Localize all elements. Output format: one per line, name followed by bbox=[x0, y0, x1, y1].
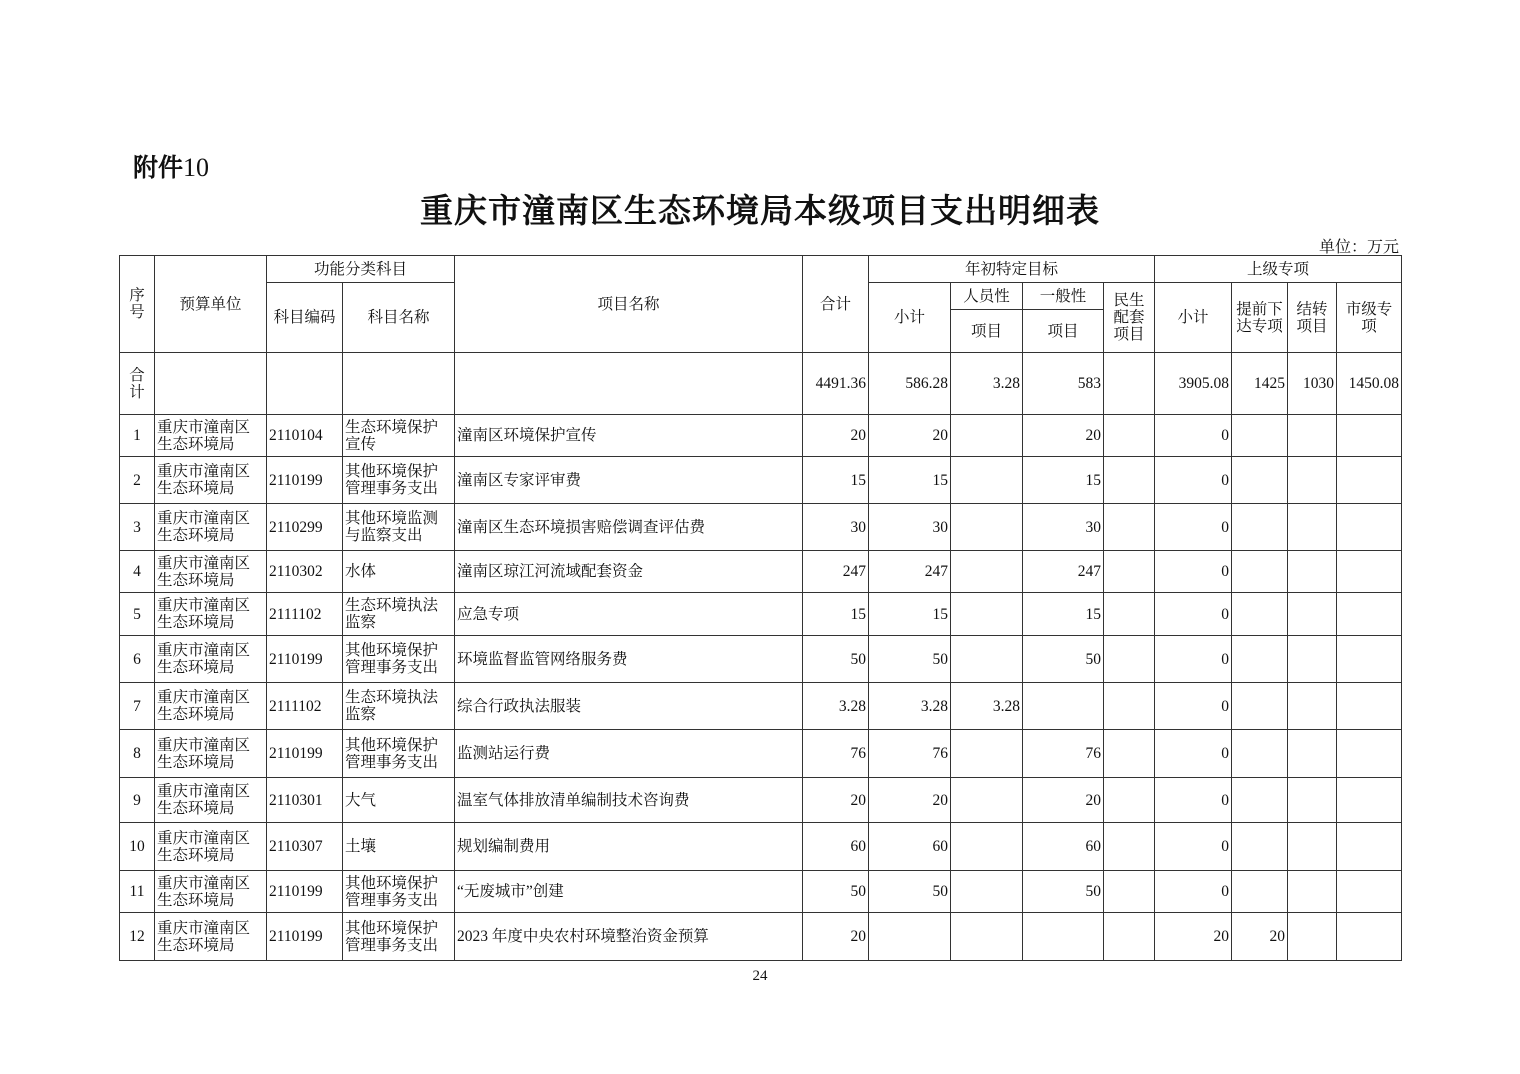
col-personnel-a: 人员性 bbox=[951, 283, 1023, 310]
row-unit: 重庆市潼南区生态环境局 bbox=[155, 778, 267, 823]
row-annual-subtotal: 50 bbox=[869, 871, 951, 913]
attachment-number: 10 bbox=[183, 153, 210, 182]
row-annual-subtotal: 20 bbox=[869, 415, 951, 457]
row-carryover bbox=[1288, 504, 1337, 551]
row-code: 2110307 bbox=[267, 823, 343, 871]
col-func-code: 科目编码 bbox=[267, 283, 343, 353]
summary-advance: 1425 bbox=[1232, 353, 1288, 415]
row-livelihood bbox=[1104, 636, 1155, 683]
row-seq: 9 bbox=[120, 778, 155, 823]
table-row bbox=[120, 636, 1402, 683]
row-personnel bbox=[951, 457, 1023, 504]
row-total: 15 bbox=[803, 593, 869, 636]
col-personnel-b: 项目 bbox=[951, 310, 1023, 353]
row-total: 60 bbox=[803, 823, 869, 871]
row-city bbox=[1337, 415, 1402, 457]
summary-general: 583 bbox=[1023, 353, 1104, 415]
row-livelihood bbox=[1104, 823, 1155, 871]
row-unit: 重庆市潼南区生态环境局 bbox=[155, 913, 267, 961]
row-city bbox=[1337, 504, 1402, 551]
row-city bbox=[1337, 551, 1402, 593]
row-sup-subtotal: 0 bbox=[1155, 593, 1232, 636]
row-code: 2110199 bbox=[267, 871, 343, 913]
col-livelihood: 民生配套项目 bbox=[1104, 283, 1155, 353]
row-unit: 重庆市潼南区生态环境局 bbox=[155, 551, 267, 593]
row-sup-subtotal: 0 bbox=[1155, 415, 1232, 457]
row-advance bbox=[1232, 683, 1288, 730]
row-seq: 10 bbox=[120, 823, 155, 871]
row-annual-subtotal: 60 bbox=[869, 823, 951, 871]
row-general: 15 bbox=[1023, 593, 1104, 636]
row-livelihood bbox=[1104, 415, 1155, 457]
row-project: 综合行政执法服装 bbox=[455, 683, 803, 730]
row-sup-subtotal: 0 bbox=[1155, 636, 1232, 683]
row-advance bbox=[1232, 823, 1288, 871]
row-seq: 7 bbox=[120, 683, 155, 730]
row-general: 50 bbox=[1023, 871, 1104, 913]
row-project: 监测站运行费 bbox=[455, 730, 803, 778]
col-city: 市级专项 bbox=[1337, 283, 1402, 353]
table-row bbox=[120, 823, 1402, 871]
data-rows bbox=[120, 415, 1402, 961]
unit-label: 单位：万元 bbox=[1318, 239, 1399, 256]
row-city bbox=[1337, 636, 1402, 683]
row-personnel: 3.28 bbox=[951, 683, 1023, 730]
row-advance bbox=[1232, 593, 1288, 636]
row-livelihood bbox=[1104, 551, 1155, 593]
row-carryover bbox=[1288, 730, 1337, 778]
row-advance bbox=[1232, 457, 1288, 504]
row-total: 20 bbox=[803, 778, 869, 823]
page-number: 24 bbox=[752, 968, 768, 984]
row-general: 50 bbox=[1023, 636, 1104, 683]
table-row bbox=[120, 683, 1402, 730]
row-general: 247 bbox=[1023, 551, 1104, 593]
col-annual-subtotal: 小计 bbox=[869, 283, 951, 353]
row-subject-name: 其他环境保护管理事务支出 bbox=[343, 730, 455, 778]
row-sup-subtotal: 0 bbox=[1155, 823, 1232, 871]
row-project: 环境监督监管网络服务费 bbox=[455, 636, 803, 683]
row-subject-name: 其他环境保护管理事务支出 bbox=[343, 913, 455, 961]
row-city bbox=[1337, 871, 1402, 913]
row-livelihood bbox=[1104, 913, 1155, 961]
row-code: 2110199 bbox=[267, 636, 343, 683]
row-code: 2111102 bbox=[267, 683, 343, 730]
row-code: 2110302 bbox=[267, 551, 343, 593]
row-unit: 重庆市潼南区生态环境局 bbox=[155, 457, 267, 504]
row-carryover bbox=[1288, 636, 1337, 683]
row-advance: 20 bbox=[1232, 913, 1288, 961]
row-annual-subtotal: 15 bbox=[869, 593, 951, 636]
row-personnel bbox=[951, 415, 1023, 457]
row-project: “无废城市”创建 bbox=[455, 871, 803, 913]
row-annual-subtotal: 247 bbox=[869, 551, 951, 593]
summary-row bbox=[120, 353, 1402, 415]
row-total: 247 bbox=[803, 551, 869, 593]
row-livelihood bbox=[1104, 457, 1155, 504]
row-personnel bbox=[951, 551, 1023, 593]
row-seq: 4 bbox=[120, 551, 155, 593]
row-unit: 重庆市潼南区生态环境局 bbox=[155, 415, 267, 457]
col-general-a: 一般性 bbox=[1023, 283, 1104, 310]
summary-city: 1450.08 bbox=[1337, 353, 1402, 415]
row-unit: 重庆市潼南区生态环境局 bbox=[155, 593, 267, 636]
row-livelihood bbox=[1104, 504, 1155, 551]
row-project: 规划编制费用 bbox=[455, 823, 803, 871]
row-advance bbox=[1232, 871, 1288, 913]
col-annual-group: 年初特定目标 bbox=[869, 256, 1155, 283]
row-unit: 重庆市潼南区生态环境局 bbox=[155, 504, 267, 551]
row-annual-subtotal: 3.28 bbox=[869, 683, 951, 730]
row-annual-subtotal bbox=[869, 913, 951, 961]
summary-blank bbox=[455, 353, 803, 415]
row-city bbox=[1337, 683, 1402, 730]
row-subject-name: 大气 bbox=[343, 778, 455, 823]
row-project: 2023 年度中央农村环境整治资金预算 bbox=[455, 913, 803, 961]
row-carryover bbox=[1288, 778, 1337, 823]
row-total: 30 bbox=[803, 504, 869, 551]
row-seq: 1 bbox=[120, 415, 155, 457]
table-row bbox=[120, 551, 1402, 593]
table-row bbox=[120, 504, 1402, 551]
row-livelihood bbox=[1104, 871, 1155, 913]
row-personnel bbox=[951, 593, 1023, 636]
col-superior-group: 上级专项 bbox=[1155, 256, 1402, 283]
summary-total: 4491.36 bbox=[803, 353, 869, 415]
row-project: 应急专项 bbox=[455, 593, 803, 636]
row-personnel bbox=[951, 636, 1023, 683]
row-personnel bbox=[951, 778, 1023, 823]
summary-blank bbox=[267, 353, 343, 415]
row-city bbox=[1337, 730, 1402, 778]
row-sup-subtotal: 0 bbox=[1155, 683, 1232, 730]
row-project: 潼南区环境保护宣传 bbox=[455, 415, 803, 457]
row-livelihood bbox=[1104, 730, 1155, 778]
row-subject-name: 其他环境保护管理事务支出 bbox=[343, 636, 455, 683]
col-func-group: 功能分类科目 bbox=[267, 256, 455, 283]
summary-livelihood bbox=[1104, 353, 1155, 415]
row-advance bbox=[1232, 636, 1288, 683]
row-general bbox=[1023, 913, 1104, 961]
row-unit: 重庆市潼南区生态环境局 bbox=[155, 730, 267, 778]
row-personnel bbox=[951, 913, 1023, 961]
row-total: 50 bbox=[803, 636, 869, 683]
col-unit: 预算单位 bbox=[155, 256, 267, 353]
col-total: 合计 bbox=[803, 256, 869, 353]
row-carryover bbox=[1288, 913, 1337, 961]
row-seq: 6 bbox=[120, 636, 155, 683]
row-sup-subtotal: 20 bbox=[1155, 913, 1232, 961]
row-subject-name: 其他环境保护管理事务支出 bbox=[343, 457, 455, 504]
summary-personnel: 3.28 bbox=[951, 353, 1023, 415]
row-project: 潼南区琼江河流域配套资金 bbox=[455, 551, 803, 593]
row-carryover bbox=[1288, 415, 1337, 457]
summary-label: 合计 bbox=[120, 353, 155, 415]
row-city bbox=[1337, 457, 1402, 504]
row-code: 2110199 bbox=[267, 913, 343, 961]
table-row bbox=[120, 730, 1402, 778]
row-subject-name: 土壤 bbox=[343, 823, 455, 871]
row-advance bbox=[1232, 504, 1288, 551]
expenditure-table bbox=[119, 255, 1402, 961]
row-carryover bbox=[1288, 457, 1337, 504]
row-general bbox=[1023, 683, 1104, 730]
row-seq: 12 bbox=[120, 913, 155, 961]
table-row bbox=[120, 871, 1402, 913]
row-subject-name: 水体 bbox=[343, 551, 455, 593]
row-livelihood bbox=[1104, 778, 1155, 823]
summary-blank bbox=[343, 353, 455, 415]
col-sup-subtotal: 小计 bbox=[1155, 283, 1232, 353]
row-project: 潼南区生态环境损害赔偿调查评估费 bbox=[455, 504, 803, 551]
row-seq: 3 bbox=[120, 504, 155, 551]
col-carryover: 结转项目 bbox=[1288, 283, 1337, 353]
row-seq: 2 bbox=[120, 457, 155, 504]
row-sup-subtotal: 0 bbox=[1155, 457, 1232, 504]
row-annual-subtotal: 30 bbox=[869, 504, 951, 551]
row-personnel bbox=[951, 504, 1023, 551]
row-general: 60 bbox=[1023, 823, 1104, 871]
row-general: 76 bbox=[1023, 730, 1104, 778]
row-annual-subtotal: 50 bbox=[869, 636, 951, 683]
page-title: 重庆市潼南区生态环境局本级项目支出明细表 bbox=[420, 191, 1100, 230]
row-livelihood bbox=[1104, 683, 1155, 730]
row-subject-name: 生态环境执法监察 bbox=[343, 593, 455, 636]
row-carryover bbox=[1288, 593, 1337, 636]
row-advance bbox=[1232, 778, 1288, 823]
row-city bbox=[1337, 913, 1402, 961]
row-city bbox=[1337, 778, 1402, 823]
row-sup-subtotal: 0 bbox=[1155, 730, 1232, 778]
row-personnel bbox=[951, 823, 1023, 871]
row-total: 76 bbox=[803, 730, 869, 778]
row-unit: 重庆市潼南区生态环境局 bbox=[155, 871, 267, 913]
row-code: 2111102 bbox=[267, 593, 343, 636]
row-advance bbox=[1232, 415, 1288, 457]
row-sup-subtotal: 0 bbox=[1155, 551, 1232, 593]
row-carryover bbox=[1288, 823, 1337, 871]
row-total: 15 bbox=[803, 457, 869, 504]
table-row bbox=[120, 778, 1402, 823]
row-annual-subtotal: 20 bbox=[869, 778, 951, 823]
row-total: 20 bbox=[803, 913, 869, 961]
row-general: 20 bbox=[1023, 415, 1104, 457]
row-general: 15 bbox=[1023, 457, 1104, 504]
row-code: 2110301 bbox=[267, 778, 343, 823]
row-seq: 5 bbox=[120, 593, 155, 636]
attachment-label bbox=[133, 148, 209, 184]
row-total: 20 bbox=[803, 415, 869, 457]
row-annual-subtotal: 76 bbox=[869, 730, 951, 778]
row-unit: 重庆市潼南区生态环境局 bbox=[155, 823, 267, 871]
row-seq: 8 bbox=[120, 730, 155, 778]
row-project: 潼南区专家评审费 bbox=[455, 457, 803, 504]
row-total: 3.28 bbox=[803, 683, 869, 730]
row-personnel bbox=[951, 871, 1023, 913]
row-code: 2110104 bbox=[267, 415, 343, 457]
row-project: 温室气体排放清单编制技术咨询费 bbox=[455, 778, 803, 823]
attachment-text: 附件 bbox=[133, 153, 184, 182]
row-sup-subtotal: 0 bbox=[1155, 778, 1232, 823]
row-subject-name: 其他环境保护管理事务支出 bbox=[343, 871, 455, 913]
row-subject-name: 其他环境监测与监察支出 bbox=[343, 504, 455, 551]
row-general: 20 bbox=[1023, 778, 1104, 823]
col-general-b: 项目 bbox=[1023, 310, 1104, 353]
row-advance bbox=[1232, 551, 1288, 593]
col-seq: 序号 bbox=[120, 256, 155, 353]
row-general: 30 bbox=[1023, 504, 1104, 551]
row-seq: 11 bbox=[120, 871, 155, 913]
row-code: 2110299 bbox=[267, 504, 343, 551]
row-livelihood bbox=[1104, 593, 1155, 636]
row-advance bbox=[1232, 730, 1288, 778]
summary-sup-subtotal: 3905.08 bbox=[1155, 353, 1232, 415]
row-total: 50 bbox=[803, 871, 869, 913]
table-row bbox=[120, 457, 1402, 504]
row-code: 2110199 bbox=[267, 457, 343, 504]
row-city bbox=[1337, 593, 1402, 636]
row-sup-subtotal: 0 bbox=[1155, 504, 1232, 551]
row-carryover bbox=[1288, 551, 1337, 593]
summary-blank bbox=[155, 353, 267, 415]
row-carryover bbox=[1288, 683, 1337, 730]
row-city bbox=[1337, 823, 1402, 871]
row-unit: 重庆市潼南区生态环境局 bbox=[155, 636, 267, 683]
row-subject-name: 生态环境执法监察 bbox=[343, 683, 455, 730]
row-subject-name: 生态环境保护宣传 bbox=[343, 415, 455, 457]
row-unit: 重庆市潼南区生态环境局 bbox=[155, 683, 267, 730]
row-personnel bbox=[951, 730, 1023, 778]
summary-annual-subtotal: 586.28 bbox=[869, 353, 951, 415]
col-advance: 提前下达专项 bbox=[1232, 283, 1288, 353]
row-sup-subtotal: 0 bbox=[1155, 871, 1232, 913]
row-annual-subtotal: 15 bbox=[869, 457, 951, 504]
row-carryover bbox=[1288, 871, 1337, 913]
col-func-name: 科目名称 bbox=[343, 283, 455, 353]
summary-carryover: 1030 bbox=[1288, 353, 1337, 415]
row-code: 2110199 bbox=[267, 730, 343, 778]
table-row bbox=[120, 913, 1402, 961]
table-row bbox=[120, 415, 1402, 457]
table-row bbox=[120, 593, 1402, 636]
col-project: 项目名称 bbox=[455, 256, 803, 353]
